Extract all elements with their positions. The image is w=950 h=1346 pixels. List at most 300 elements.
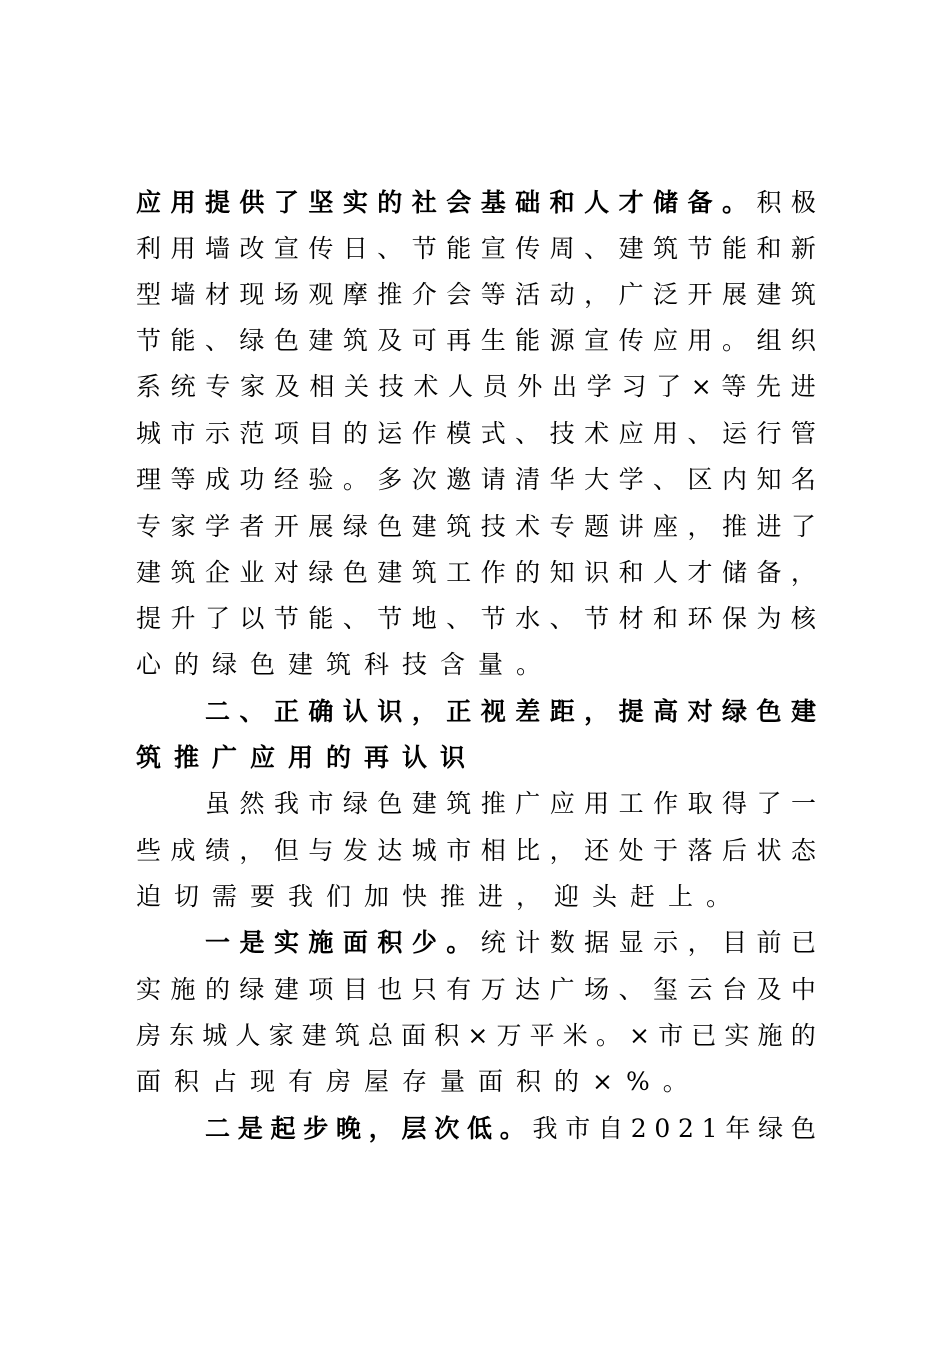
line-text-char: 理	[136, 465, 162, 494]
line-text-char: 改	[239, 234, 265, 263]
line-text-char: 开	[273, 512, 299, 541]
line-text-char: 只	[411, 975, 437, 1004]
line-text-char: 云	[687, 975, 713, 1004]
line-text-char: 我	[532, 1114, 558, 1143]
line-text-char: 色	[790, 1114, 816, 1143]
line-text-char: 色	[377, 512, 403, 541]
line-text-char: 成	[170, 836, 196, 865]
line-text-char: 绿	[308, 558, 334, 587]
line-text-char: 统	[170, 372, 196, 401]
line-text-char: 于	[653, 836, 679, 865]
section-heading-char: 确	[308, 697, 334, 726]
section-heading-char: 认	[342, 697, 368, 726]
line-text-char: 市	[565, 1114, 591, 1143]
line-text-char: 源	[549, 326, 575, 355]
line-text-char: 目	[722, 928, 748, 957]
line-text-char: 工	[618, 789, 644, 818]
paragraph-line	[136, 874, 816, 920]
line-text-char: 绿	[239, 326, 265, 355]
bold-lead-char: 基	[480, 188, 506, 217]
line-text-char: 行	[756, 419, 782, 448]
line-text-char: 大	[584, 465, 610, 494]
line-text-char: 推	[480, 789, 506, 818]
line-text-char: 实	[136, 975, 162, 1004]
line-text-char: 生	[480, 326, 506, 355]
bold-lead-char: 才	[618, 188, 644, 217]
bold-lead-char: 用	[170, 188, 196, 217]
line-text-char: 绩	[204, 836, 230, 865]
line-text-char: 了	[656, 372, 682, 401]
line-text-char: 用	[170, 234, 196, 263]
line-text-char: 备	[756, 558, 782, 587]
line-text-char: 宣	[273, 234, 299, 263]
line-text-char: 日	[342, 234, 368, 263]
paragraph-line	[136, 1013, 816, 1059]
line-text-char: 实	[724, 1021, 750, 1050]
line-text-char: 系	[136, 372, 162, 401]
line-text-char: 有	[446, 975, 472, 1004]
line-text-char: 术	[515, 512, 541, 541]
line-text-char: 能	[446, 234, 472, 263]
section-heading-char: 高	[653, 697, 679, 726]
line-text-char: 台	[721, 975, 747, 1004]
line-text-char: 家	[240, 372, 266, 401]
line-text-char: 建	[273, 975, 299, 1004]
section-heading-char: 建	[790, 697, 816, 726]
line-text-char: 术	[584, 419, 610, 448]
line-text-char: 人	[448, 372, 474, 401]
line-text-char: 作	[411, 419, 437, 448]
line-text-char: 能	[515, 326, 541, 355]
line-text-char: 平	[529, 1021, 555, 1050]
line-text-char: 材	[204, 280, 230, 309]
line-text-char: 再	[446, 326, 472, 355]
line-text-char: 知	[756, 465, 782, 494]
line-text-char: 验	[308, 465, 334, 494]
line-text-char: 模	[446, 419, 472, 448]
line-text-char: 建	[136, 558, 162, 587]
line-text-char: 绿	[342, 512, 368, 541]
section-heading-char: ，	[411, 697, 437, 726]
section-heading-char: 识	[377, 697, 403, 726]
line-text-char: 型	[136, 280, 162, 309]
line-text-char: 邀	[446, 465, 472, 494]
line-text-char: 计	[515, 928, 541, 957]
line-text-char: 取	[687, 789, 713, 818]
line-text-char: 相	[480, 836, 506, 865]
bold-lead-char: 面	[342, 928, 368, 957]
line-text-char: 、	[653, 465, 679, 494]
line-text-char: 据	[584, 928, 610, 957]
line-text-char: 用	[687, 326, 713, 355]
line-text-char: 、	[618, 975, 644, 1004]
line-text-char: 管	[790, 419, 816, 448]
line-text-char: 总	[367, 1021, 393, 1050]
line-text-char: 后	[721, 836, 747, 865]
line-text-char: ，	[790, 558, 816, 587]
line-text-char: 织	[790, 326, 816, 355]
line-text-char: 城	[136, 419, 162, 448]
line-text: 迫切需要我们加快推进，迎头赶上。	[136, 882, 745, 911]
line-text-char: 达	[515, 975, 541, 1004]
line-text-char: 场	[273, 280, 299, 309]
line-text-char: 人	[653, 558, 679, 587]
line-text-char: 业	[239, 558, 265, 587]
line-text-char: 组	[756, 326, 782, 355]
line-text-char: 积	[434, 1021, 460, 1050]
line-text-char: 、	[446, 604, 472, 633]
line-text-char: 清	[515, 465, 541, 494]
line-text-char: 泛	[653, 280, 679, 309]
section-heading-char: 绿	[722, 697, 748, 726]
line-text-char: 习	[621, 372, 647, 401]
bold-lead-char: 层	[401, 1114, 427, 1143]
line-text-char: 房	[136, 1021, 162, 1050]
line-text-char: 用	[584, 789, 610, 818]
line-text-char: 企	[204, 558, 230, 587]
line-text-char: 技	[378, 372, 404, 401]
line-text-char: 推	[721, 512, 747, 541]
line-text-char: 玺	[653, 975, 679, 1004]
line-text-char: 摩	[342, 280, 368, 309]
line-text-char: 、	[377, 234, 403, 263]
section-heading-char: 距	[549, 697, 575, 726]
paragraph-line	[136, 272, 816, 318]
line-text-char: 储	[721, 558, 747, 587]
paragraph-line	[136, 504, 816, 550]
line-text-char: 请	[480, 465, 506, 494]
line-text-char: 万	[496, 1021, 522, 1050]
line-text-char: 万	[480, 975, 506, 1004]
section-heading-line	[205, 689, 816, 735]
line-text-char: 已	[790, 928, 816, 957]
line-text-char: 运	[377, 419, 403, 448]
line-text-char: 城	[411, 836, 437, 865]
line-text-char: 统	[480, 928, 506, 957]
line-text-char: 、	[342, 604, 368, 633]
line-text-char: 筑	[334, 1021, 360, 1050]
line-text-char: 等	[480, 280, 506, 309]
line-text-char: ，	[239, 836, 265, 865]
line-text-char: ×	[467, 1021, 489, 1050]
bold-lead-char: 是	[239, 928, 265, 957]
line-text-char: 筑	[342, 326, 368, 355]
line-text-char: 虽	[205, 789, 231, 818]
line-text-char: 目	[342, 975, 368, 1004]
bold-lead-char: 会	[446, 188, 472, 217]
bold-lead-char: 实	[273, 928, 299, 957]
line-text-char: 落	[687, 836, 713, 865]
line-text-char: 介	[411, 280, 437, 309]
line-text-char: 学	[204, 512, 230, 541]
bold-lead-char: 少	[411, 928, 437, 957]
line-text-char: 和	[756, 234, 782, 263]
bold-lead-char: 步	[303, 1114, 329, 1143]
line-text-char: 多	[377, 465, 403, 494]
line-text-char: 得	[722, 789, 748, 818]
line-text-char: 达	[377, 836, 403, 865]
line-text-char: 技	[549, 419, 575, 448]
line-text-char: 施	[757, 1021, 783, 1050]
line-text-char: 建	[411, 512, 437, 541]
bold-lead-char: 实	[342, 188, 368, 217]
section-heading-char: 二	[205, 697, 231, 726]
line-text-char: 周	[549, 234, 575, 263]
bold-lead-char: 了	[273, 188, 299, 217]
bold-lead-char: 应	[136, 188, 162, 217]
line-text-char: 推	[377, 280, 403, 309]
line-text-char: 成	[204, 465, 230, 494]
line-text-char: 色	[342, 558, 368, 587]
line-text-char: 水	[515, 604, 541, 633]
line-text-char: 1	[701, 1114, 718, 1143]
line-text-char: 、	[687, 419, 713, 448]
line-text-char: 保	[721, 604, 747, 633]
line-text-char: 。	[595, 1021, 621, 1050]
paragraph-line	[136, 828, 816, 874]
bold-lead-char: 低	[467, 1114, 493, 1143]
section-heading-line	[136, 735, 816, 781]
line-text-char: 关	[344, 372, 370, 401]
line-text-char: 了	[756, 789, 782, 818]
line-text-char: 应	[653, 326, 679, 355]
line-text-char: 学	[618, 465, 644, 494]
line-text-char: 极	[790, 188, 816, 217]
line-text-char: 以	[239, 604, 265, 633]
line-text-char: 及	[274, 372, 300, 401]
line-text-char: 者	[239, 512, 265, 541]
paragraph-line	[136, 967, 816, 1013]
line-text-char: 节	[584, 604, 610, 633]
line-text-char: 0	[654, 1114, 671, 1143]
line-text-char: 座	[653, 512, 679, 541]
line-text-char: 展	[721, 280, 747, 309]
line-text-char: 也	[377, 975, 403, 1004]
line-text-char: 才	[687, 558, 713, 587]
bold-lead-char: ，	[368, 1114, 394, 1143]
line-text-char: 处	[618, 836, 644, 865]
line-text-char: 式	[480, 419, 506, 448]
line-text-char: 建	[618, 234, 644, 263]
line-text-char: 施	[170, 975, 196, 1004]
line-text-char: 场	[584, 975, 610, 1004]
section-heading-char: 、	[239, 697, 265, 726]
line-text-char: 市	[308, 789, 334, 818]
line-text-char: 观	[308, 280, 334, 309]
line-text-char: 然	[239, 789, 265, 818]
line-text-char: 的	[515, 558, 541, 587]
line-text-char: ×	[690, 372, 712, 401]
line-text-char: 节	[136, 326, 162, 355]
bold-lead-char: 起	[270, 1114, 296, 1143]
section-heading-char: 正	[446, 697, 472, 726]
line-text-char: 传	[515, 234, 541, 263]
line-text-char: 进	[790, 372, 816, 401]
paragraph-line	[136, 596, 816, 642]
line-text-char: 筑	[411, 558, 437, 587]
line-text-char: 、	[549, 604, 575, 633]
line-text-char: 节	[377, 604, 403, 633]
bold-lead-char: 积	[377, 928, 403, 957]
line-text-char: 筑	[446, 512, 472, 541]
line-text-char: 但	[273, 836, 299, 865]
line-text-char: 米	[562, 1021, 588, 1050]
line-text-char: 家	[170, 512, 196, 541]
line-text-char: 2	[630, 1114, 647, 1143]
line-text-char: 相	[309, 372, 335, 401]
line-text-char: 的	[790, 1021, 816, 1050]
line-text-char: 绿	[239, 975, 265, 1004]
bold-lead-char: 储	[653, 188, 679, 217]
line-text-char: ×	[629, 1021, 650, 1050]
paragraph-line	[136, 364, 816, 410]
line-text-char: 展	[308, 512, 334, 541]
paragraph-line	[136, 457, 816, 503]
line-text-char: 提	[136, 604, 162, 633]
line-text-char: 了	[204, 604, 230, 633]
line-text-char: 项	[273, 419, 299, 448]
bold-lead-char: 晚	[336, 1114, 362, 1143]
line-text-char: 用	[653, 419, 679, 448]
line-text-char: 人	[235, 1021, 261, 1050]
line-text-char: 节	[411, 234, 437, 263]
line-text-char: 宣	[584, 326, 610, 355]
line-text-char: 可	[411, 326, 437, 355]
line-text-char: 节	[480, 604, 506, 633]
line-text-char: 地	[411, 604, 437, 633]
paragraph-line	[136, 180, 816, 226]
section-heading-char: ，	[584, 697, 610, 726]
paragraph-line	[136, 1059, 816, 1105]
line-text-char: 工	[446, 558, 472, 587]
line-text-char: 能	[170, 326, 196, 355]
line-text-char: 示	[653, 928, 679, 957]
line-text-char: 一	[790, 789, 816, 818]
line-text-char: ，	[549, 836, 575, 865]
line-text-char: ，	[584, 280, 610, 309]
line-text-char: 积	[756, 188, 782, 217]
line-text-char: 。	[721, 326, 747, 355]
line-text-char: 建	[756, 280, 782, 309]
section-heading-char: 正	[273, 697, 299, 726]
line-text-char: 的	[204, 975, 230, 1004]
section-heading-char: 色	[756, 697, 782, 726]
line-text-char: 还	[584, 836, 610, 865]
line-text-char: 东	[169, 1021, 195, 1050]
line-text-char: 及	[377, 326, 403, 355]
line-text-char: 应	[618, 419, 644, 448]
line-text-char: 利	[136, 234, 162, 263]
line-text-char: 等	[721, 372, 747, 401]
paragraph-line	[136, 318, 816, 364]
paragraph-line	[205, 1106, 816, 1152]
line-text-char: 市	[170, 419, 196, 448]
line-text-char: 显	[618, 928, 644, 957]
line-text-char: ，	[687, 512, 713, 541]
line-text-char: 家	[268, 1021, 294, 1050]
line-text-char: 比	[515, 836, 541, 865]
line-text-char: 和	[618, 558, 644, 587]
line-text-char: 应	[549, 789, 575, 818]
line-text-char: 宣	[480, 234, 506, 263]
line-text-char: 建	[301, 1021, 327, 1050]
line-text-char: 墙	[170, 280, 196, 309]
line-text-char: 及	[756, 975, 782, 1004]
line-text-char: 筑	[170, 558, 196, 587]
line-text-char: 状	[756, 836, 782, 865]
line-text-char: 广	[549, 975, 575, 1004]
line-text-char: 些	[136, 836, 162, 865]
bold-lead-char: 的	[377, 188, 403, 217]
line-text-char: 名	[790, 465, 816, 494]
section-heading-char: 视	[480, 697, 506, 726]
line-text-char: 先	[756, 372, 782, 401]
bold-lead-char: 人	[584, 188, 610, 217]
bold-lead-char: 和	[549, 188, 575, 217]
bold-lead-char: 备	[687, 188, 713, 217]
line-text-char: 对	[273, 558, 299, 587]
line-text-char: 升	[170, 604, 196, 633]
line-text-char: 项	[308, 975, 334, 1004]
line-text-char: 建	[377, 558, 403, 587]
line-text-char: 中	[790, 975, 816, 1004]
line-text-char: 新	[790, 234, 816, 263]
line-text-char: 运	[721, 419, 747, 448]
bold-lead-char: 。	[721, 188, 747, 217]
line-text-char: 开	[687, 280, 713, 309]
line-text-char: 色	[377, 789, 403, 818]
line-text-char: 了	[790, 512, 816, 541]
line-text-char: 筑	[446, 789, 472, 818]
bold-lead-char: 础	[515, 188, 541, 217]
line-text-char: 市	[446, 836, 472, 865]
line-text-char: 广	[515, 789, 541, 818]
line-text-char: 会	[446, 280, 472, 309]
line-text-char: 已	[691, 1021, 717, 1050]
line-text-char: 城	[202, 1021, 228, 1050]
line-text-char: 建	[411, 789, 437, 818]
line-text-char: 节	[273, 604, 299, 633]
line-text-char: 自	[598, 1114, 624, 1143]
paragraph-line	[205, 781, 816, 827]
line-text-char: 传	[308, 234, 334, 263]
line-text-char: 数	[549, 928, 575, 957]
line-text-char: 动	[549, 280, 575, 309]
line-text-char: 筑	[790, 280, 816, 309]
line-text-char: 专	[205, 372, 231, 401]
line-text-char: 建	[308, 326, 334, 355]
section-heading-char: 差	[515, 697, 541, 726]
line-text-char: 发	[342, 836, 368, 865]
paragraph-line	[136, 642, 816, 688]
line-text-char: 出	[552, 372, 578, 401]
bold-lead-char: 提	[204, 188, 230, 217]
line-text-char: 的	[342, 419, 368, 448]
line-text-char: 讲	[618, 512, 644, 541]
paragraph-line	[136, 226, 816, 272]
line-text-char: 、	[515, 419, 541, 448]
bold-lead-char: 供	[239, 188, 265, 217]
line-text-char: 墙	[204, 234, 230, 263]
line-text: 面积占现有房屋存量面积的×%。	[136, 1067, 701, 1096]
line-text-char: 员	[482, 372, 508, 401]
line-text-char: 术	[413, 372, 439, 401]
line-text-char: 我	[273, 789, 299, 818]
paragraph-line	[205, 920, 816, 966]
line-text-char: 示	[204, 419, 230, 448]
line-text-char: 区	[687, 465, 713, 494]
line-text-char: 前	[756, 928, 782, 957]
